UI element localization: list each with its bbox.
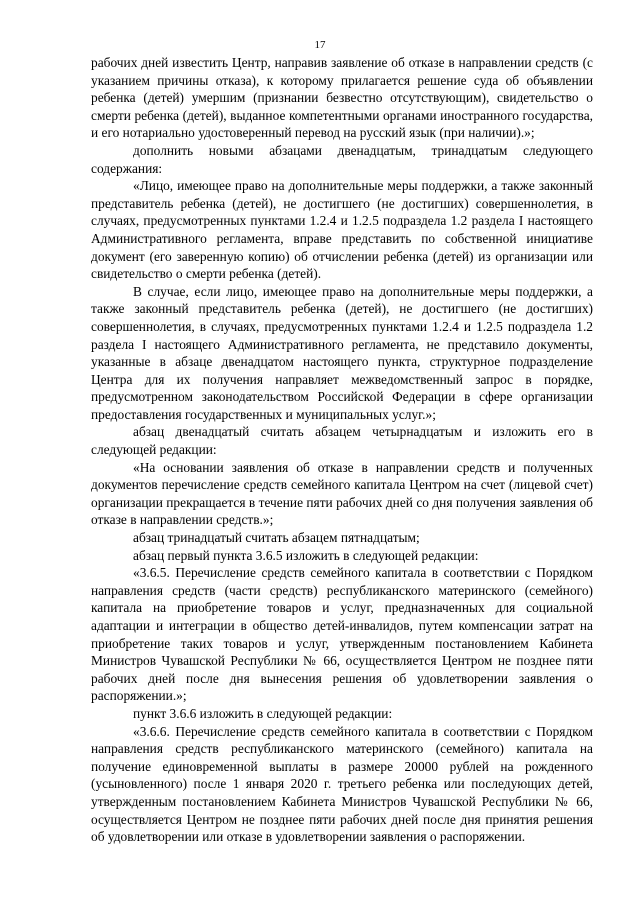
paragraph: «3.6.5. Перечисление средств семейного капитала в соответствии с Порядком направления средств (части средств) республиканского материнского (семейного) капитала на приобретение товаров и услуг, предназначенных для социальной адаптации и интеграции в общество детей-инвалидов, путем компенсации затрат на приобретение таких товаров и услуг, утвержденным постановлением Кабинета Министров Чувашской Республики № 66, осуществляется Центром не позднее пяти рабочих дней после дня вынесения решения об удовлетворении заявления о распоряжении.»; <box>91 565 593 704</box>
paragraph: В случае, если лицо, имеющее право на дополнительные меры поддержки, а также законный представитель ребенка (детей), не достигшего (не достигших) совершеннолетия, в случаях, предусмотренных пунктами 1.2.4 и 1.2.5 подраздела 1.2 раздела I настоящего Административного регламента, не представило документы, указанные в абзаце двенадцатом настоящего пункта, структурное подразделение Центра для их получения направляет межведомственный запрос в порядке, предусмотренном законодательством Российской Федерации в сфере организации предоставления государственных и муниципальных услуг.»; <box>91 283 593 422</box>
paragraph: «На основании заявления об отказе в направлении средств и полученных документов перечисление средств семейного капитала Центром на счет (лицевой счет) организации прекращается в течение пяти рабочих дней со дня получения заявления об отказе в направлении средств.»; <box>91 459 593 528</box>
paragraph: абзац двенадцатый считать абзацем четырнадцатым и изложить его в следующей редакции: <box>91 424 593 458</box>
paragraph: «3.6.6. Перечисление средств семейного капитала в соответствии с Порядком направления средств республиканского материнского (семейного) капитала на получение единовременной выплаты в размере 20000 рублей на рожденного (усыновленного) после 1 января 2020 г. третьего ребенка или последующих детей, утвержденным постановлением Кабинета Министров Чувашской Республики № 66, осуществляется Центром не позднее пяти рабочих дней после дня принятия решения об удовлетворении или отказе в удовлетворении заявления о распоряжении. <box>91 723 593 845</box>
paragraph-continuation: рабочих дней известить Центр, направив заявление об отказе в направлении средств (с указанием причины отказа), к которому прилагается решение суда об объявлении ребенка (детей) умершим (признании безвестно отсутствующим), свидетельство о смерти ребенка (детей), выданное компетентными органами иностранного государства, и его нотариально удостоверенный перевод на русский язык (при наличии).»; <box>91 55 593 141</box>
document-body <box>91 54 593 846</box>
paragraph: абзац первый пункта 3.6.5 изложить в следующей редакции: <box>133 547 479 563</box>
paragraph: «Лицо, имеющее право на дополнительные меры поддержки, а также законный представитель ребенка (детей), не достигшего (не достигших) совершеннолетия, в случаях, предусмотренных пунктами 1.2.4 и 1.2.5 подраздела 1.2 раздела I настоящего Административного регламента, вправе представить по собственной инициативе документ (его заверенную копию) об отчислении ребенка (детей) из организации или свидетельство о смерти ребенка (детей). <box>91 178 593 282</box>
paragraph: абзац тринадцатый считать абзацем пятнадцатым; <box>133 530 420 546</box>
paragraph: дополнить новыми абзацами двенадцатым, тринадцатым следующего содержания: <box>91 142 593 176</box>
page-number: 17 <box>314 39 326 51</box>
paragraph: пункт 3.6.6 изложить в следующей редакции: <box>133 705 393 721</box>
